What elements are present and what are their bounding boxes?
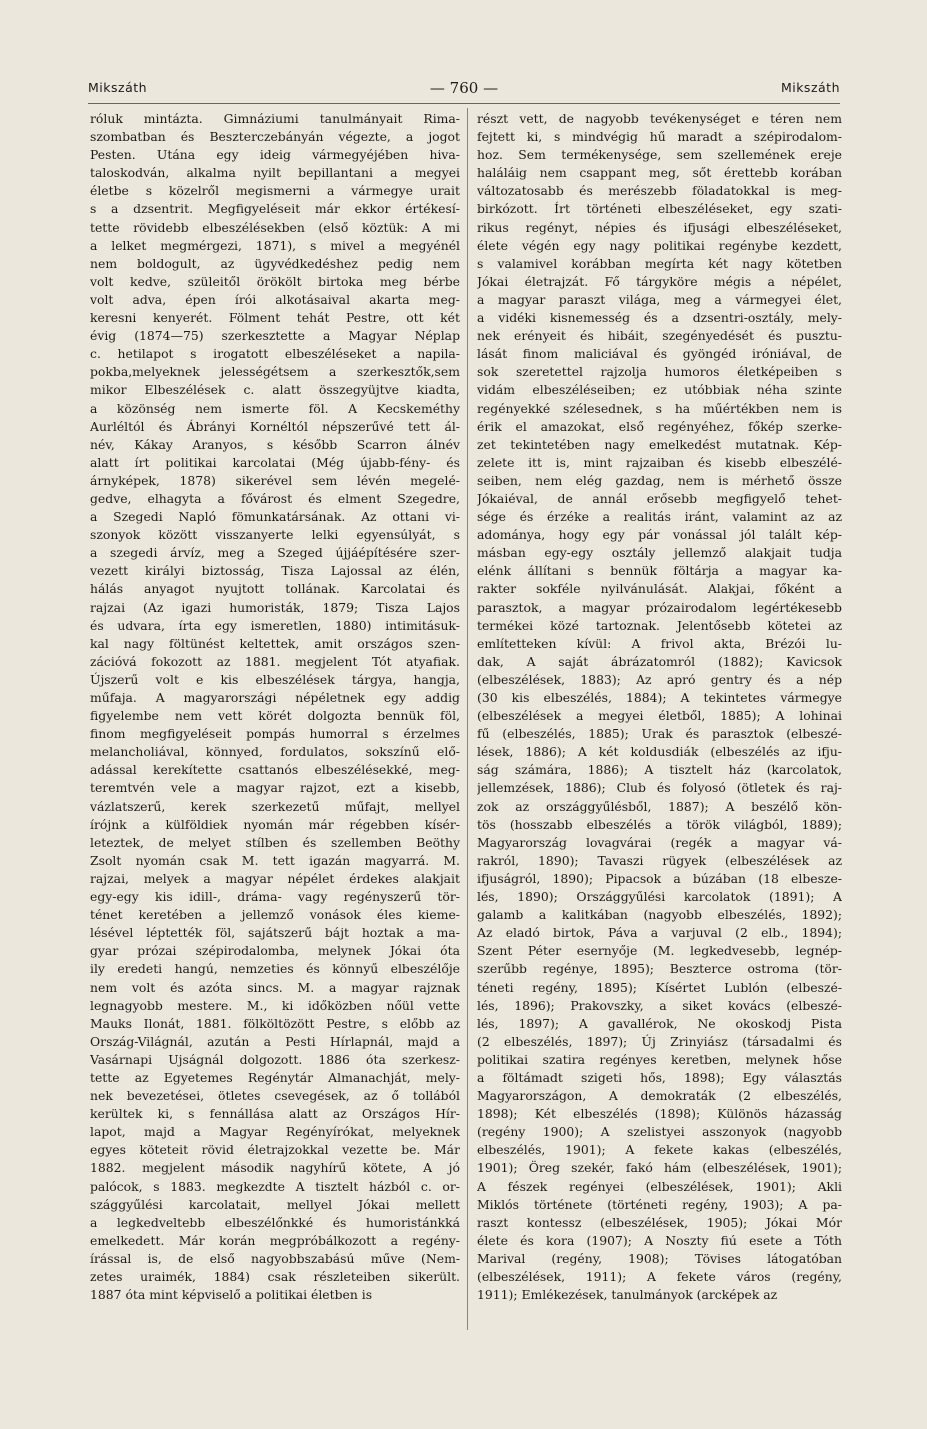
text-line: és udvara, írta egy ismeretlen, 1880) intimitásuk- xyxy=(90,617,460,633)
text-line: tette az Egyetemes Regénytár Almanachját, mely- xyxy=(90,1069,460,1085)
text-line: teremtvén vele a magyar rajzot, ezt a kisebb, xyxy=(90,780,460,796)
text-line: zetes uraimék, 1884) csak részleteiben sikerült. xyxy=(90,1269,460,1284)
text-line: keresni kenyerét. Fölment tehát Pestre, ott két xyxy=(90,310,460,326)
text-line: műfaja. A magyarországi népéletnek egy addig xyxy=(90,690,460,705)
text-line: téneti regény, 1895); Kísértet Lublón (elbeszé- xyxy=(477,979,842,995)
text-line: kal nagy föltünést keltettek, amit országos szen- xyxy=(90,635,460,651)
text-line: Ország-Világnál, azután a Pesti Hírlapnál, majd a xyxy=(90,1033,460,1049)
text-line: lésével léptették föl, sajátszerű bájt hoztak a ma- xyxy=(90,925,460,941)
column-divider xyxy=(467,108,468,1330)
text-line: változatosabb és merészebb föladatokkal is meg- xyxy=(477,183,842,199)
text-line: a lelket megmérgezi, 1871), s mivel a megyénél xyxy=(90,237,460,253)
text-line: a szegedi árvíz, meg a Szeged újjáépítésére szer- xyxy=(90,545,460,561)
text-line: másban egy-egy osztály jellemző alakjait tudja xyxy=(477,545,842,561)
text-line: 1882. megjelent második nagyhírű kötete, A jó xyxy=(90,1160,460,1176)
text-line: 1898); Két elbeszélés (1898); Különös házasság xyxy=(477,1106,842,1122)
text-line: a közönség nem ismerte föl. A Kecskeméthy xyxy=(90,400,460,416)
text-line: rakter sokféle nyilvánulását. Alakjai, főként a xyxy=(477,581,842,597)
text-line: Szent Péter esernyője (M. legkedvesebb, legnép- xyxy=(477,943,842,959)
text-line: (30 kis elbeszélés, 1884); A tekintetes vármegye xyxy=(477,690,842,705)
header-rule xyxy=(88,103,840,104)
text-line: fű (elbeszélés, 1885); Urak és parasztok (elbeszé- xyxy=(477,726,842,742)
text-line: (elbeszélések, 1883); Az apró gentry és a nép xyxy=(477,671,842,687)
text-line: zet tekintetében nagy emelkedést mutatnak. Kép- xyxy=(477,436,842,452)
text-line: lapot, majd a Magyar Regényírókat, melyeknek xyxy=(90,1124,460,1140)
text-line: Marival (regény, 1908); Tövises látogatóban xyxy=(477,1250,842,1266)
text-line: raszt kontessz (elbeszélések, 1905); Jókai Mór xyxy=(477,1214,842,1230)
text-line: jellemzések, 1886); Club és folyosó (ötletek és raj- xyxy=(477,780,842,796)
text-line: kerültek ki, s fennállása alatt az Országos Hír- xyxy=(90,1106,460,1122)
text-line: politikai szatira regényes keretben, melynek hőse xyxy=(477,1051,842,1067)
text-line: pokba,melyeknek jelességétsem a szerkesztők,sem xyxy=(90,364,460,380)
text-line: róluk mintázta. Gimnáziumi tanulmányait Rima- xyxy=(90,111,460,126)
text-line: zációvá fokozott az 1881. megjelent Tót atyafiak. xyxy=(90,653,460,669)
text-line: adománya, hogy egy pár vonással jól talált kép- xyxy=(477,527,842,543)
text-line: melancholiával, könnyed, fordulatos, sokszínű elő- xyxy=(90,744,460,760)
text-line: Zsolt nyomán csak M. tett igazán magyarrá. M. xyxy=(90,852,460,868)
text-line: szonyok között visszanyerte lelki egyensúlyát, s xyxy=(90,527,460,543)
text-line: legnagyobb mestere. M., ki időközben nőül vette xyxy=(90,997,460,1013)
text-line: hoz. Sem termékenysége, sem szellemének ereje xyxy=(477,147,842,163)
text-line: leteztek, de melyet stílben és szellemben Beöthy xyxy=(90,834,460,850)
text-line: ténet keretében a jellemző vonások éles kieme- xyxy=(90,907,460,923)
text-line: Aurléltól és Ábrányi Kornéltól népszerűvé tett ál- xyxy=(90,418,460,434)
text-line: c. hetilapot s irogatott elbeszéléseket a napila- xyxy=(90,346,460,362)
page-number: — 760 — xyxy=(429,79,499,97)
text-line: 1887 óta mint képviselő a politikai életben is xyxy=(90,1287,373,1303)
text-line: birkózott. Írt történeti elbeszéléseket, egy szati- xyxy=(477,201,842,217)
text-line: (2 elbeszélés, 1897); Új Zrinyiász (társadalmi és xyxy=(477,1033,842,1049)
text-line: palócok, s 1883. megkezdte A tisztelt házból c. or- xyxy=(90,1178,460,1194)
text-line: sok szeretettel rajzolja humoros életképeiben s xyxy=(477,364,842,380)
text-line: volt kedve, szüleitől örökölt birtoka meg bérbe xyxy=(90,273,460,289)
text-line: a magyar paraszt világa, meg a vármegyei élet, xyxy=(477,291,842,307)
text-line: rakról, 1890); Tavaszi rügyek (elbeszélések az xyxy=(477,852,842,868)
text-line: a Szegedi Napló fömunkatársának. Az ottani vi- xyxy=(90,509,460,525)
text-line: termékei közé tartoznak. Jelentősebb kötetei az xyxy=(477,617,842,633)
text-line: Pesten. Utána egy ideig vármegyéjében hiva- xyxy=(90,147,460,163)
text-line: s a dzsentrit. Megfigyeléseit már ekkor értékesí- xyxy=(90,201,460,217)
text-line: szombatban és Beszterczebányán végezte, a jogot xyxy=(90,129,460,145)
text-line: a legkedveltebb elbeszélőnkké és humoristánkká xyxy=(90,1214,460,1230)
text-line: lések, 1886); A két koldusdiák (elbeszélés az ifju- xyxy=(477,744,842,760)
text-line: élete és kora (1907); A Noszty fiú esete a Tóth xyxy=(477,1232,842,1248)
text-line: nek bevezetései, ötletes csevegések, az ő tollából xyxy=(90,1088,460,1104)
text-line: életbe s közelről megismerni a vármegye urait xyxy=(90,183,460,199)
text-line: (elbeszélések a megyei életből, 1885); A lohinai xyxy=(477,708,842,724)
text-line: tette rövidebb elbeszélésekben (első köztük: A mi xyxy=(90,219,460,235)
text-line: Jókaiéval, de annál erősebb megfigyelő tehet- xyxy=(477,490,842,506)
text-line: hálás anyagot nyujtott tollának. Karcolatai és xyxy=(90,581,460,597)
header-left-keyword: Mikszáth xyxy=(88,80,148,95)
text-line: vidám elbeszéléseiben; ez utóbbiak néha szinte xyxy=(477,382,842,398)
text-line: lés, 1890); Országgyűlési karcolatok (1891); A xyxy=(477,889,842,905)
text-line: Miklós története (történeti regény, 1903); A pa- xyxy=(477,1196,842,1212)
text-line: tös (hosszabb elbeszélés a török világból, 1889); xyxy=(477,816,842,832)
text-line: írással is, de első nagyobbszabású műve (Nem- xyxy=(90,1250,460,1266)
text-line: lását finom maliciával és gyöngéd iróniával, de xyxy=(477,346,842,362)
text-line: évig (1874—75) szerkesztette a Magyar Néplap xyxy=(90,328,460,344)
text-line: zelete itt is, mint rajzaiban és kisebb elbeszélé- xyxy=(477,454,842,470)
text-line: figyelembe nem vett körét dolgozta bennük föl, xyxy=(90,708,460,724)
text-line: egy-egy kis idill-, dráma- vagy regényszerű tör- xyxy=(90,889,460,905)
text-line: vezett királyi biztosság, Tisza Lajossal az élén, xyxy=(90,563,460,579)
text-line: regényekké szélesednek, s ha műértékben nem is xyxy=(477,400,842,416)
text-line: (regény 1900); A szelistyei asszonyok (nagyobb xyxy=(477,1124,842,1140)
text-line: árnyképek, 1878) sikerével sem lévén megelé- xyxy=(90,472,460,488)
text-line: név, Kákay Aranyos, s később Scarron álnév xyxy=(90,436,460,452)
text-line: gyar prózai szépirodalomba, melynek Jókai óta xyxy=(90,943,460,959)
text-line: említetteken kívül: A frivol akta, Brézói lu- xyxy=(477,635,842,651)
right-column xyxy=(477,110,842,1304)
text-line: volt adva, épen írói alkotásaival akarta meg- xyxy=(90,291,460,307)
text-line: szerűbb regénye, 1895); Beszterce ostroma (tör- xyxy=(477,961,842,977)
text-line: gedve, elhagyta a fővárost és elment Szegedre, xyxy=(90,490,460,506)
text-line: lés, 1896); Prakovszky, a siket kovács (elbeszé- xyxy=(477,997,842,1013)
text-line: egyes köteteit rövid életrajzokkal vezette be. Már xyxy=(90,1142,460,1158)
text-line: fejtett ki, s mindvégig hű maradt a szépirodalom- xyxy=(477,129,842,145)
text-line: nek erényeit és hibáit, szegényedését és pusztu- xyxy=(477,328,842,344)
text-line: a vidéki kisnemesség és a dzsentri-osztály, mely- xyxy=(477,310,842,326)
text-line: lés, 1897); A gavallérok, Ne okoskodj Pista xyxy=(477,1015,842,1031)
text-line: Jókai életrajzát. Fő tárgyköre mégis a népélet, xyxy=(477,273,842,289)
text-line: zok az országgyűlésből, 1887); A beszélő kön- xyxy=(477,798,842,814)
text-line: (elbeszélések, 1911); A fekete város (regény, xyxy=(477,1269,842,1284)
text-line: taloskodván, alkalma nyilt bepillantani a megyei xyxy=(90,165,460,181)
text-line: sége és érzéke a realitás iránt, valamint az az xyxy=(477,509,842,525)
left-column xyxy=(90,110,460,1304)
header-right-keyword: Mikszáth xyxy=(780,80,840,95)
text-line: parasztok, a magyar prózairodalom legértékesebb xyxy=(477,599,842,615)
text-line: 1901); Öreg szekér, fakó hám (elbeszélések, 1901); xyxy=(477,1160,842,1176)
text-line: Magyarországon, A demokraták (2 elbeszélés, xyxy=(477,1088,842,1104)
text-line: ság számára, 1886); A tisztelt ház (karcolatok, xyxy=(477,762,842,778)
text-line: élete végén egy nagy politikai regénybe kezdett, xyxy=(477,237,842,253)
text-line: nem boldogult, az ügyvédkedéshez pedig nem xyxy=(90,255,460,271)
text-line: Vasárnapi Ujságnál dolgozott. 1886 óta szerkesz- xyxy=(90,1051,460,1067)
text-line: s valamivel korábban megírta két nagy kötetben xyxy=(477,255,842,271)
text-line: ily eredeti hangú, nemzeties és könnyű elbeszélője xyxy=(90,961,460,977)
text-line: adással kerekítette csattanós elbeszélésekké, meg- xyxy=(90,762,460,778)
text-line: Újszerű volt e kis elbeszélések tárgya, hangja, xyxy=(90,671,460,687)
text-line: dak, A saját ábrázatomról (1882); Kavicsok xyxy=(477,653,842,669)
text-line: írójnk a külföldiek nyomán már régebben kísér- xyxy=(90,816,460,832)
text-line: nem volt és azóta sincs. M. a magyar rajznak xyxy=(90,979,460,995)
text-line: Magyarország lovagvárai (regék a magyar vá- xyxy=(477,834,842,850)
text-line: érik el amazokat, első regényéhez, főkép szerke- xyxy=(477,418,842,434)
text-line: emelkedett. Már korán megpróbálkozott a regény- xyxy=(90,1232,460,1248)
text-line: alatt írt politikai karcolatai (Még újabb-fény- és xyxy=(90,454,460,470)
text-line: galamb a kalitkában (nagyobb elbeszélés, 1892); xyxy=(477,907,842,923)
text-line: rajzai (Az igazi humoristák, 1879; Tisza Lajos xyxy=(90,599,460,615)
text-line: vázlatszerű, kerek szerkezetű műfajt, mellyel xyxy=(90,798,460,814)
text-line: elbeszélés, 1901); A fekete kakas (elbeszélés, xyxy=(477,1142,842,1158)
text-line: szággyűlési karcolatait, mellyel Jókai mellett xyxy=(90,1196,460,1212)
text-line: rikus regényt, népies és ifjusági elbeszéléseket, xyxy=(477,219,842,235)
text-line: a föltámadt szigeti hős, 1898); Egy választás xyxy=(477,1069,842,1085)
text-line: Mauks Ilonát, 1881. fölköltözött Pestre, s előbb az xyxy=(90,1015,460,1031)
text-line: rajzai, melyek a magyar népélet érdekes alakjait xyxy=(90,870,460,886)
text-line: 1911); Emlékezések, tanulmányok (arcképek az xyxy=(477,1287,778,1303)
page-header xyxy=(88,80,840,100)
text-line: ifjuságról, 1890); Pipacsok a búzában (18 elbesze- xyxy=(477,870,842,886)
text-line: részt vett, de nagyobb tevékenységet e téren nem xyxy=(477,111,842,126)
text-line: elénk állítani s bennük föltárja a magyar ka- xyxy=(477,563,842,579)
text-line: finom megfigyeléseit pompás humorral s érzelmes xyxy=(90,726,460,742)
text-line: haláláig nem csappant meg, sőt érettebb korában xyxy=(477,165,842,181)
text-line: Az eladó birtok, Páva a varjuval (2 elb., 1894); xyxy=(477,925,842,941)
text-line: A fészek regényei (elbeszélések, 1901); Akli xyxy=(477,1178,842,1194)
text-line: seiben, nem elég gazdag, nem is mérhető össze xyxy=(477,472,842,488)
text-line: mikor Elbeszélések c. alatt összegyüjtve kiadta, xyxy=(90,382,460,398)
